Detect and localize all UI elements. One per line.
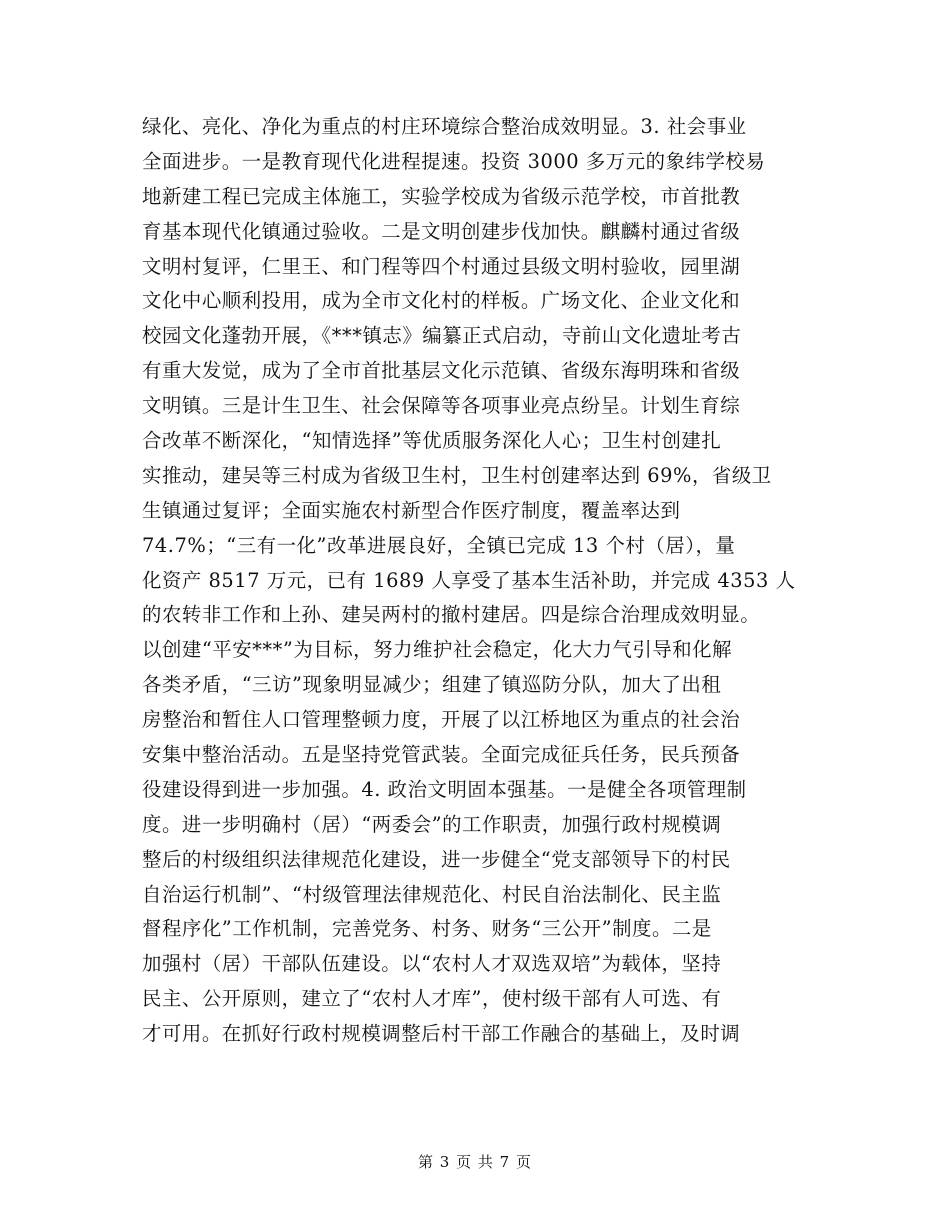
text-line: 民主、公开原则，建立了“农村人才库”，使村级干部有人可选、有 — [142, 987, 722, 1011]
text-line: 校园文化蓬勃开展，《***镇志》编纂正式启动，寺前山文化遗址考古 — [142, 324, 742, 348]
text-line: 化资产 8517 万元，已有 1689 人享受了基本生活补助，并完成 4353 人 — [142, 568, 796, 592]
text-line: 房整治和暂住人口管理整顿力度，开展了以江桥地区为重点的社会治 — [142, 708, 741, 732]
text-line: 生镇通过复评；全面实施农村新型合作医疗制度，覆盖率达到 — [142, 498, 681, 522]
text-line: 74.7%；“三有一化”改革进展良好，全镇已完成 13 个村（居），量 — [142, 533, 736, 557]
text-line: 加强村（居）干部队伍建设。以“农村人才双选双培”为载体，坚持 — [142, 952, 722, 976]
text-line: 整后的村级组织法律规范化建设，进一步健全“党支部领导下的村民 — [142, 847, 731, 871]
text-line: 育基本现代化镇通过验收。二是文明创建步伐加快。麒麟村通过省级 — [142, 219, 741, 243]
text-line: 各类矛盾，“三访”现象明显减少；组建了镇巡防分队，加大了出租 — [142, 673, 722, 697]
text-line: 度。进一步明确村（居）“两委会”的工作职责，加强行政村规模调 — [142, 812, 722, 836]
text-line: 绿化、亮化、净化为重点的村庄环境综合整治成效明显。3. 社会事业 — [142, 115, 747, 138]
text-line: 督程序化”工作机制，完善党务、村务、财务“三公开”制度。二是 — [142, 917, 712, 941]
text-line: 合改革不断深化，“知情选择”等优质服务深化人心；卫生村创建扎 — [142, 429, 722, 453]
text-line: 文明镇。三是计生卫生、社会保障等各项事业亮点纷呈。计划生育综 — [142, 394, 741, 418]
text-line: 自治运行机制”、“村级管理法律规范化、村民自治法制化、民主监 — [142, 882, 722, 906]
page-footer: 第 3 页 共 7 页 — [418, 1153, 532, 1171]
text-line: 役建设得到进一步加强。4. 政治文明固本强基。一是健全各项管理制 — [142, 777, 747, 801]
text-line: 的农转非工作和上孙、建吴两村的撤村建居。四是综合治理成效明显。 — [142, 603, 761, 627]
body-text — [142, 110, 810, 1052]
text-line: 全面进步。一是教育现代化进程提速。投资 3000 多万元的象纬学校易 — [142, 149, 766, 173]
text-line: 文化中心顺利投用，成为全市文化村的样板。广场文化、企业文化和 — [142, 289, 741, 313]
text-line: 有重大发觉，成为了全市首批基层文化示范镇、省级东海明珠和省级 — [142, 359, 741, 383]
text-line: 地新建工程已完成主体施工，实验学校成为省级示范学校，市首批教 — [142, 184, 741, 208]
text-line: 实推动，建吴等三村成为省级卫生村，卫生村创建率达到 69%，省级卫 — [142, 463, 772, 487]
text-line: 文明村复评，仁里王、和门程等四个村通过县级文明村验收，园里湖 — [142, 254, 741, 278]
text-line: 才可用。在抓好行政村规模调整后村干部工作融合的基础上，及时调 — [142, 1022, 741, 1046]
text-line: 安集中整治活动。五是坚持党管武装。全面完成征兵任务，民兵预备 — [142, 743, 741, 767]
text-line: 以创建“平安***”为目标，努力维护社会稳定，化大力气引导和化解 — [142, 638, 733, 662]
